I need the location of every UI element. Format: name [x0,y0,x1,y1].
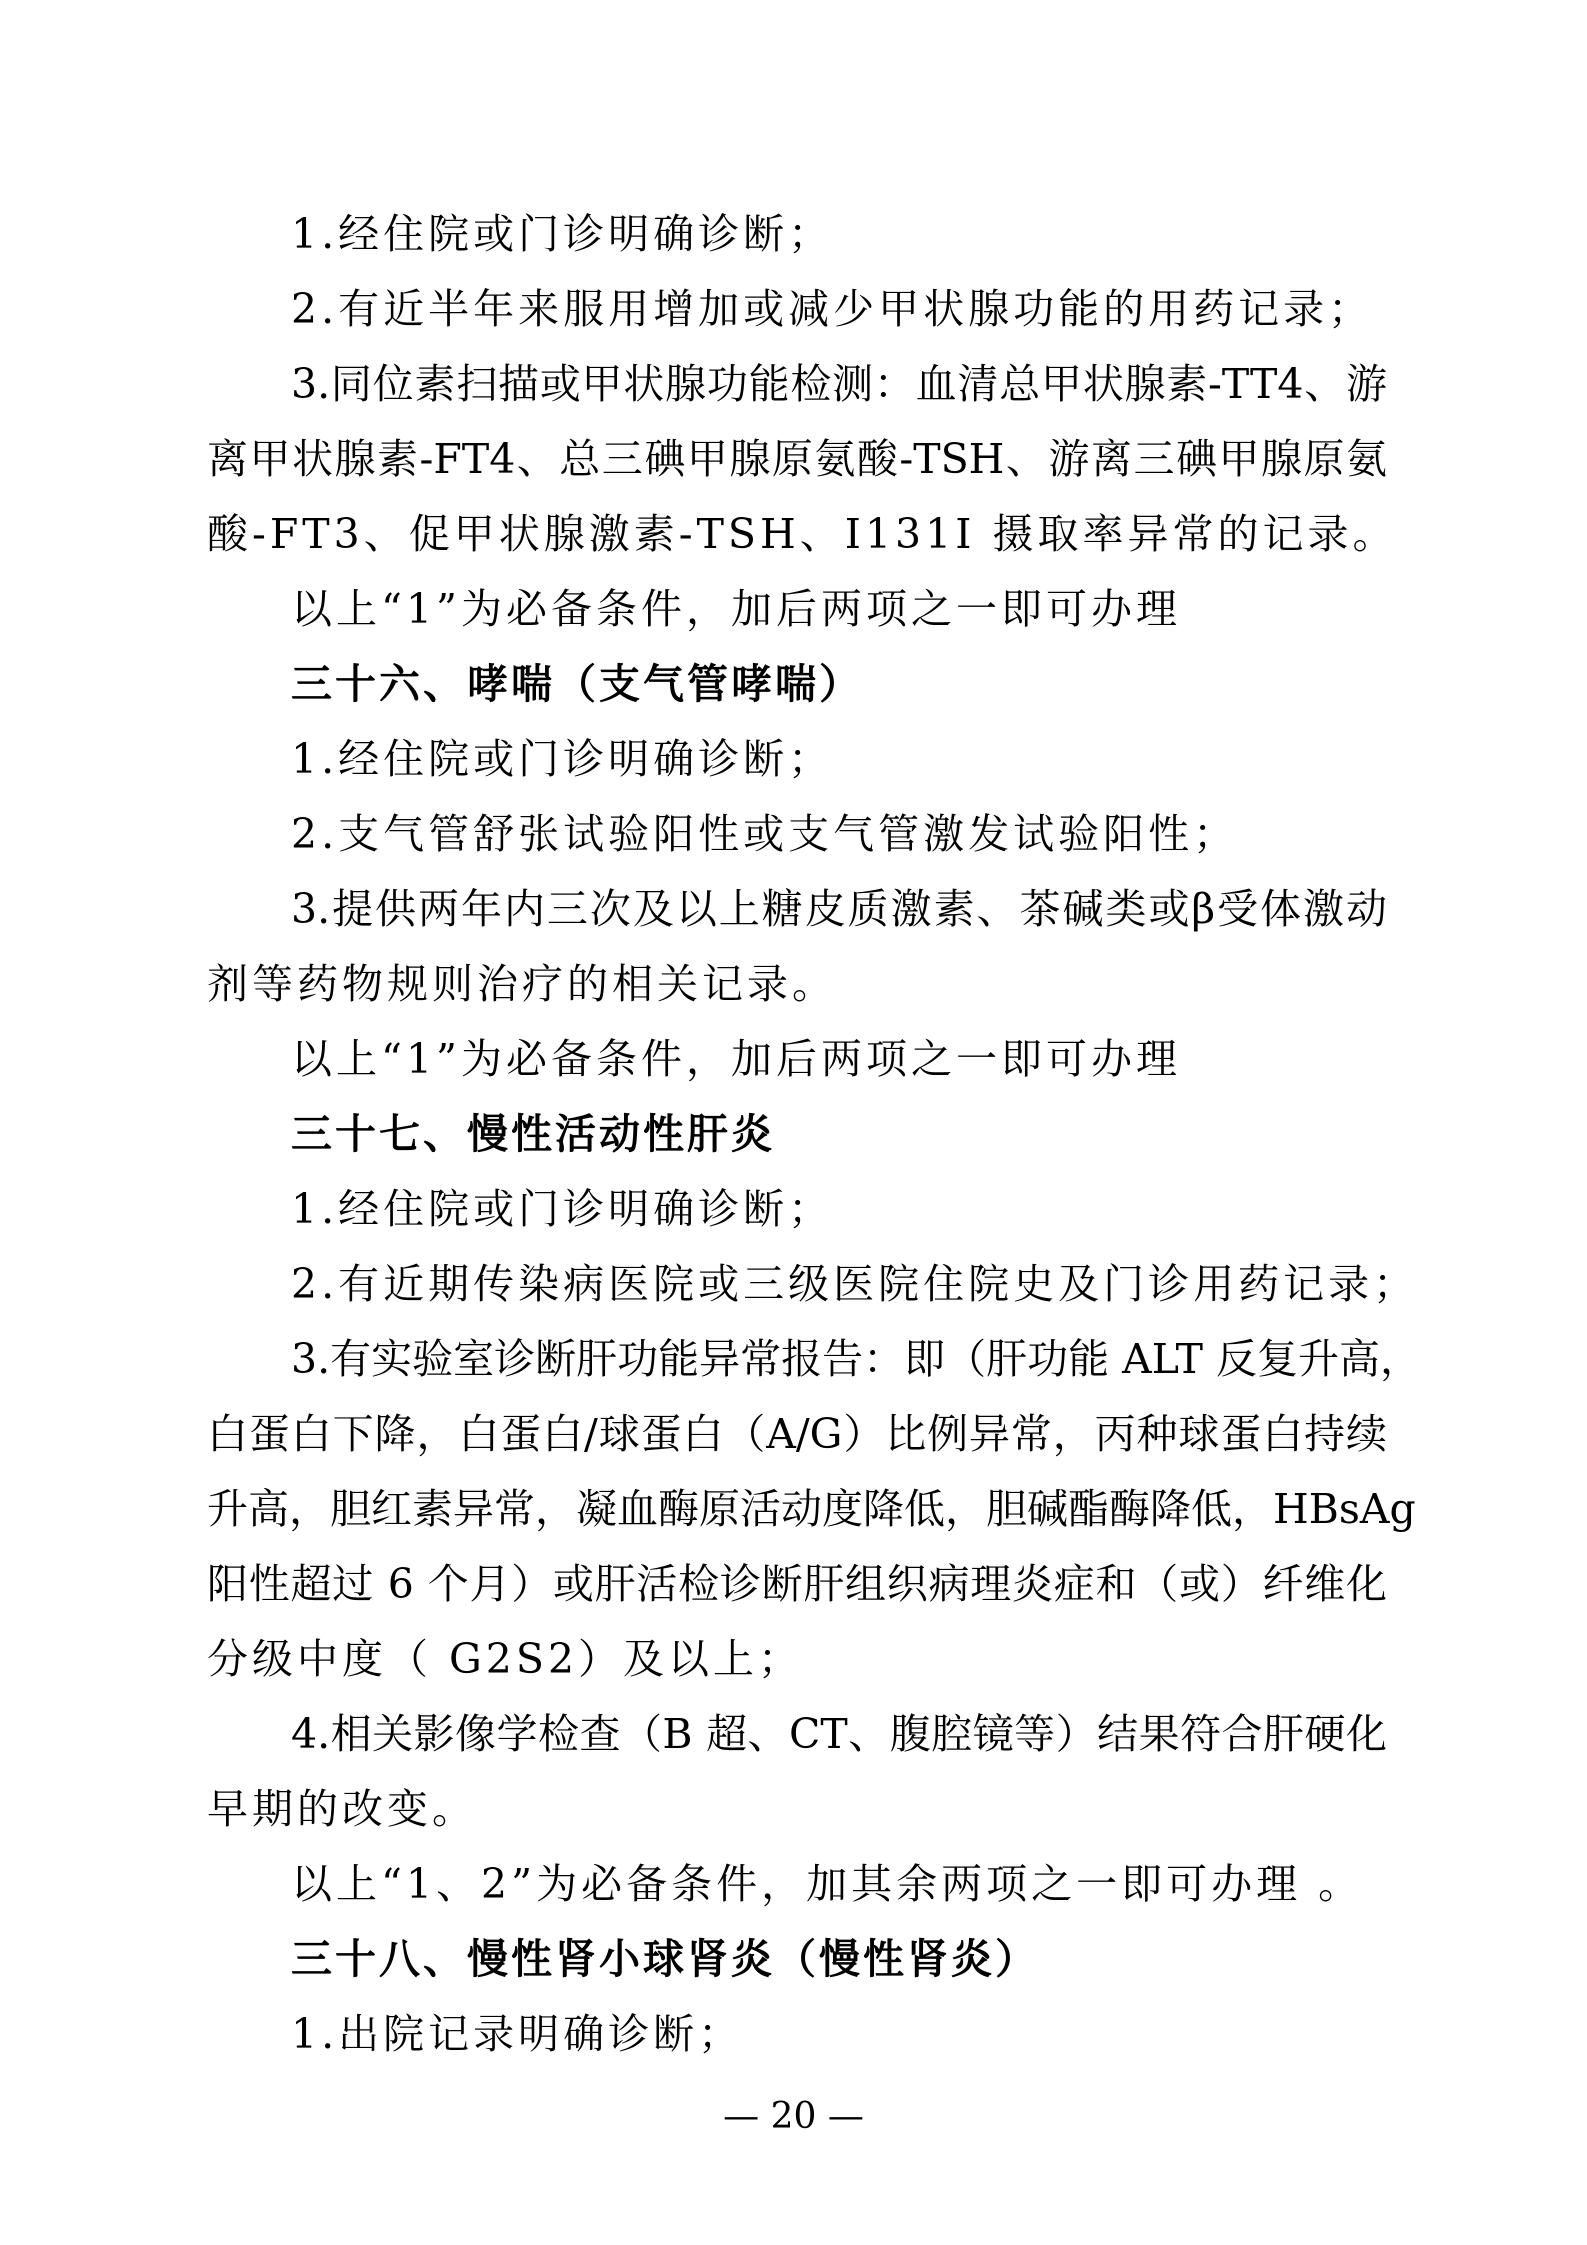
paragraph-line: 1.出院记录明确诊断； [291,2010,744,2058]
paragraph-line: 离甲状腺素-FT4、总三碘甲腺原氨酸-TSH、游离三碘甲腺原氨 [207,435,1387,483]
paragraph-line: 1.经住院或门诊明确诊断； [291,735,834,783]
paragraph-line: 2.支气管舒张试验阳性或支气管激发试验阳性； [291,810,1239,858]
paragraph-line: 2.有近半年来服用增加或减少甲状腺功能的用药记录； [291,285,1374,333]
document-body [207,197,1422,2072]
paragraph-line: 剂等药物规则治疗的相关记录。 [207,960,837,1008]
paragraph-line: 3.有实验室诊断肝功能异常报告：即（肝功能 ALT 反复升高， [291,1335,1422,1383]
paragraph-line: 以上“1”为必备条件，加后两项之一即可办理 [291,1035,1182,1083]
paragraph-line: 分级中度（ G2S2）及以上； [207,1635,804,1683]
section-heading: 三十八、慢性肾小球肾炎（慢性肾炎） [291,1935,1039,1983]
page-number: — 20 — [723,2096,864,2137]
paragraph-line: 酸-FT3、促甲状腺激素-TSH、I131I 摄取率异常的记录。 [207,510,1398,558]
paragraph-line: 白蛋白下降，白蛋白/球蛋白（A/G）比例异常，丙种球蛋白持续 [207,1410,1387,1458]
paragraph-line: 以上“1、2”为必备条件，加其余两项之一即可办理 。 [291,1860,1364,1908]
paragraph-line: 早期的改变。 [207,1785,477,1833]
section-heading: 三十六、哮喘（支气管哮喘） [291,660,863,708]
paragraph-line: 3.同位素扫描或甲状腺功能检测：血清总甲状腺素-TT4、游 [291,360,1387,408]
paragraph-line: 1.经住院或门诊明确诊断； [291,210,834,258]
paragraph-line: 1.经住院或门诊明确诊断； [291,1185,834,1233]
section-heading: 三十七、慢性活动性肝炎 [291,1110,775,1158]
paragraph-line: 升高，胆红素异常，凝血酶原活动度降低，胆碱酯酶降低，HBsAg [207,1485,1416,1533]
paragraph-line: 4.相关影像学检查（B 超、CT、腹腔镜等）结果符合肝硬化 [291,1710,1387,1758]
paragraph-line: 以上“1”为必备条件，加后两项之一即可办理 [291,585,1182,633]
paragraph-line: 3.提供两年内三次及以上糖皮质激素、茶碱类或β受体激动 [291,885,1387,933]
paragraph-line: 2.有近期传染病医院或三级医院住院史及门诊用药记录； [291,1260,1419,1308]
paragraph-line: 阳性超过 6 个月）或肝活检诊断肝组织病理炎症和（或）纤维化 [207,1560,1387,1608]
